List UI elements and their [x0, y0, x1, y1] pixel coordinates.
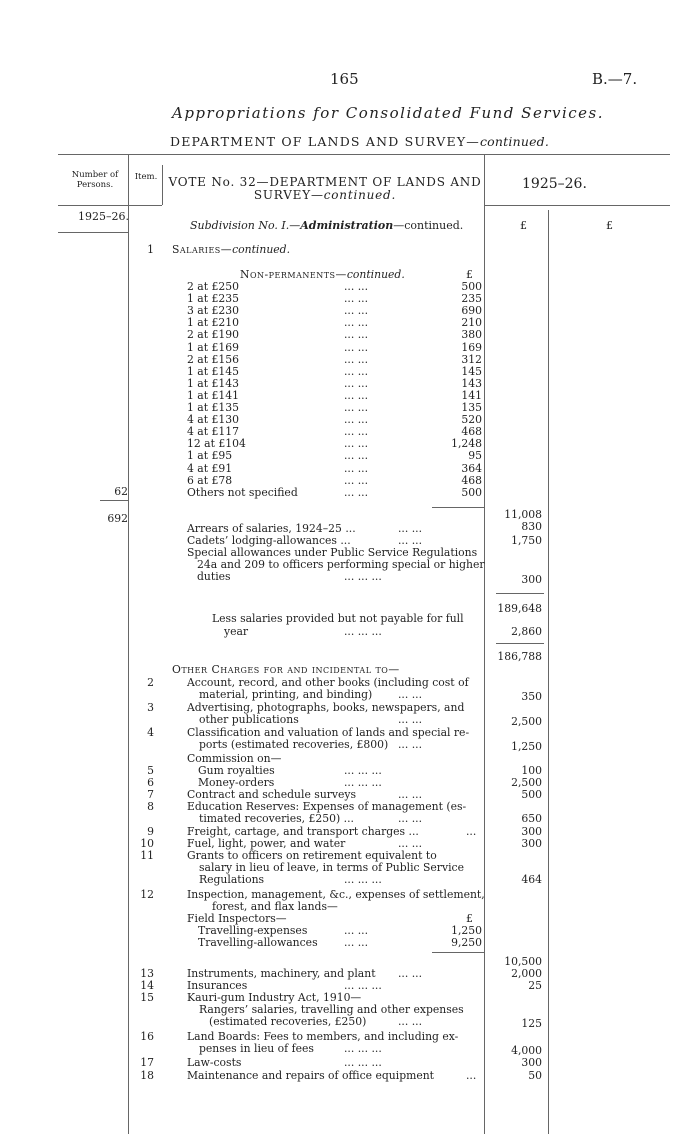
contract-label: Contract and schedule surveys — [187, 788, 357, 801]
page-number: 165 — [330, 70, 359, 88]
item-number: 15 — [140, 991, 154, 1004]
dots: ... ... — [344, 316, 369, 330]
dots: ... ... — [398, 837, 423, 850]
travelling-expenses-label: Travelling-expenses — [198, 924, 308, 937]
item-number: 4 — [147, 726, 154, 739]
travelling-allowances-value: 9,250 — [451, 936, 482, 949]
less-value: 2,860 — [511, 625, 542, 638]
dots: ... ... — [344, 352, 369, 366]
pound-sign-col2: £ — [606, 219, 613, 232]
instruments-label: Instruments, machinery, and plant — [187, 967, 376, 980]
non-permanent-label: 12 at £104 — [187, 437, 246, 451]
education-line-1: Education Reserves: Expenses of management (es- — [187, 800, 467, 813]
non-permanent-value: 235 — [461, 292, 482, 306]
dots: ... ... — [344, 473, 369, 487]
charge-value: 2,500 — [511, 715, 542, 728]
instruments-value: 2,000 — [511, 967, 542, 980]
non-permanent-value: 500 — [461, 485, 482, 499]
item-number: 9 — [147, 825, 154, 838]
item-number: 11 — [140, 849, 154, 862]
dots: ... ... — [344, 388, 369, 402]
dots: ... ... ... — [344, 873, 382, 886]
arrears-value: 830 — [521, 520, 542, 533]
item-number: 18 — [140, 1069, 154, 1082]
cadets-label: Cadets’ lodging-allowances ... — [187, 534, 351, 547]
dots: ... ... — [344, 449, 369, 463]
dots: ... ... — [344, 292, 369, 306]
department-heading: DEPARTMENT OF LANDS AND SURVEY—continued. — [170, 134, 550, 149]
insurances-label: Insurances — [187, 979, 248, 992]
item-number: 13 — [140, 967, 154, 980]
dots: ... ... ... — [344, 1042, 382, 1055]
dots: ... ... — [344, 401, 369, 414]
dots: ... ... ... — [344, 764, 382, 777]
item-header: Item. — [134, 172, 158, 182]
dots: ... ... — [344, 328, 369, 342]
nonperm-total: 11,008 — [504, 508, 542, 521]
grants-line-2: salary in lieu of leave, in terms of Public Service — [199, 861, 464, 874]
other-charges-heading: Other Charges for and incidental to— — [172, 663, 400, 676]
item-number: 10 — [140, 837, 154, 850]
non-permanent-label: 1 at £141 — [187, 388, 239, 402]
law-costs-value: 300 — [521, 1056, 542, 1069]
money-orders-label: Money-orders — [198, 776, 275, 789]
pound-sign: £ — [466, 268, 473, 281]
item-number: 6 — [147, 776, 154, 789]
dots: ... ... — [344, 425, 369, 439]
table-top-rule — [58, 154, 670, 155]
inspection-line-1: Inspection, management, &c., expenses of settlement, — [187, 888, 485, 901]
charge-line: material, printing, and binding) — [199, 688, 373, 701]
grants-line-3: Regulations — [199, 873, 265, 886]
non-permanent-value: 169 — [461, 340, 482, 354]
field-inspectors-label: Field Inspectors— — [187, 912, 287, 925]
fuel-value: 300 — [521, 837, 542, 850]
freight-value: 300 — [521, 825, 542, 838]
item-number: 5 — [147, 764, 154, 777]
dots: ... ... — [398, 534, 423, 547]
item-number: 7 — [147, 788, 154, 801]
persons-column-divider — [128, 154, 129, 1134]
gum-royalties-value: 100 — [521, 764, 542, 777]
fuel-label: Fuel, light, power, and water — [187, 837, 346, 850]
non-permanent-label: 2 at £250 — [187, 280, 239, 293]
less-line-1: Less salaries provided but not payable for full — [212, 612, 464, 625]
land-boards-line-2: penses in lieu of fees — [199, 1042, 314, 1055]
travelling-expenses-value: 1,250 — [451, 924, 482, 937]
non-permanent-value: 135 — [461, 401, 482, 414]
item-number: 12 — [140, 888, 154, 901]
item-number: 3 — [147, 701, 154, 714]
item-number: 14 — [140, 979, 154, 992]
law-costs-label: Law-costs — [187, 1056, 242, 1069]
subtotal-rule — [496, 593, 544, 594]
dots: ... ... — [344, 280, 369, 293]
vote-heading: VOTE No. 32—DEPARTMENT OF LANDS AND SURVEY—continued. — [168, 175, 482, 202]
kauri-line-2: Rangers’ salaries, travelling and other expenses — [199, 1003, 464, 1016]
page-reference: B.—7. — [592, 70, 638, 88]
inspection-total: 10,500 — [504, 955, 542, 968]
year-header: 1925–26. — [522, 176, 587, 192]
special-line-3: duties — [197, 570, 231, 583]
non-permanent-label: 1 at £135 — [187, 401, 239, 414]
kauri-line-3: (estimated recoveries, £250) — [209, 1015, 367, 1028]
dots: ... ... ... — [344, 979, 382, 992]
dots: ... ... — [398, 1015, 423, 1028]
non-permanent-label: Others not specified — [187, 485, 298, 499]
dots: ... ... — [344, 924, 369, 937]
dots: ... — [466, 1069, 477, 1082]
net-rule — [496, 643, 544, 644]
dots: ... ... — [398, 688, 423, 701]
kauri-line-1: Kauri-gum Industry Act, 1910— — [187, 991, 362, 1004]
non-permanent-label: 1 at £235 — [187, 292, 239, 306]
non-permanent-label: 1 at £210 — [187, 316, 239, 330]
insurances-value: 25 — [528, 979, 542, 992]
persons-rule — [100, 500, 128, 501]
money-orders-value: 2,500 — [511, 776, 542, 789]
non-permanent-value: 500 — [461, 280, 482, 293]
non-permanent-value: 141 — [461, 388, 482, 402]
charge-value: 350 — [521, 690, 542, 703]
nonperm-sum-rule — [432, 507, 484, 508]
gum-royalties-label: Gum royalties — [198, 764, 275, 777]
dots: ... ... — [398, 788, 423, 801]
maintenance-value: 50 — [528, 1069, 542, 1082]
non-permanent-value: 143 — [461, 376, 482, 390]
dots: ... ... — [344, 485, 369, 499]
item-number: 1 — [147, 243, 154, 256]
subtotal-value: 189,648 — [497, 602, 542, 615]
item-number: 8 — [147, 800, 154, 813]
left-header-rule — [58, 205, 162, 206]
non-permanent-label: 1 at £95 — [187, 449, 233, 463]
item-column-divider — [162, 165, 163, 205]
non-permanent-label: 1 at £145 — [187, 364, 239, 378]
non-permanent-value: 210 — [461, 316, 482, 330]
dots: ... ... ... — [344, 776, 382, 789]
less-line-2: year — [224, 625, 249, 638]
pound-sign-col1: £ — [520, 219, 527, 232]
right-header-rule — [484, 205, 670, 206]
land-boards-value: 4,000 — [511, 1044, 542, 1057]
non-permanent-value: 312 — [461, 352, 482, 366]
non-permanent-label: 1 at £169 — [187, 340, 239, 354]
persons-total: 692 — [107, 512, 128, 525]
page-title: Appropriations for Consolidated Fund Services. — [172, 104, 605, 122]
non-permanent-value: 468 — [461, 473, 482, 487]
dots: ... ... — [344, 340, 369, 354]
non-permanent-value: 690 — [461, 304, 482, 318]
dots: ... ... — [398, 522, 423, 535]
dots: ... ... — [344, 364, 369, 378]
commission-heading: Commission on— — [187, 752, 282, 765]
non-permanent-label: 1 at £143 — [187, 376, 239, 390]
persons-count: 62 — [114, 485, 128, 498]
education-line-2: timated recoveries, £250) ... — [199, 812, 354, 825]
number-of-persons-header: Number of Persons. — [71, 170, 119, 190]
item-number: 16 — [140, 1030, 154, 1043]
dots: ... ... ... — [344, 625, 382, 638]
dots: ... ... — [344, 304, 369, 318]
non-permanent-label: 2 at £156 — [187, 352, 239, 366]
dots: ... ... — [344, 376, 369, 390]
non-permanent-value: 520 — [461, 413, 482, 427]
dots: ... ... — [344, 936, 369, 949]
non-permanent-value: 145 — [461, 364, 482, 378]
maintenance-label: Maintenance and repairs of office equipment — [187, 1069, 435, 1082]
inspection-sum-rule — [432, 952, 484, 953]
non-permanent-value: 95 — [468, 449, 482, 463]
grants-value: 464 — [521, 873, 542, 886]
non-permanent-value: 364 — [461, 461, 482, 475]
non-permanents-heading: Non-permanents—continued. — [240, 268, 405, 281]
net-value: 186,788 — [497, 650, 542, 663]
dots: ... ... — [344, 461, 369, 475]
dots: ... ... — [398, 713, 423, 726]
travelling-allowances-label: Travelling-allowances — [198, 936, 318, 949]
salaries-heading: Salaries—continued. — [172, 243, 291, 256]
non-permanent-label: 4 at £117 — [187, 425, 239, 439]
non-permanent-label: 4 at £91 — [187, 461, 233, 475]
charge-line: Account, record, and other books (including cost of — [187, 676, 469, 689]
dots: ... — [466, 825, 477, 838]
dots: ... ... — [398, 967, 423, 980]
charge-line: Advertising, photographs, books, newspapers, and — [187, 701, 465, 714]
special-line-1: Special allowances under Public Service Regulations — [187, 546, 478, 559]
non-permanent-label: 6 at £78 — [187, 473, 233, 487]
non-permanent-label: 2 at £190 — [187, 328, 239, 342]
freight-label: Freight, cartage, and transport charges ... — [187, 825, 419, 838]
amount-inner-divider — [548, 210, 549, 1134]
charge-line: other publications — [199, 713, 299, 726]
dots: ... ... ... — [344, 570, 382, 583]
contract-value: 500 — [521, 788, 542, 801]
dots: ... ... — [344, 413, 369, 427]
dots: ... ... — [398, 738, 423, 751]
non-permanent-value: 380 — [461, 328, 482, 342]
grants-line-1: Grants to officers on retirement equivalent to — [187, 849, 437, 862]
arrears-label: Arrears of salaries, 1924–25 ... — [187, 522, 356, 535]
non-permanent-value: 1,248 — [451, 437, 482, 451]
land-boards-line-1: Land Boards: Fees to members, and including ex- — [187, 1030, 459, 1043]
non-permanent-value: 468 — [461, 425, 482, 439]
pound-sign: £ — [466, 912, 473, 925]
dots: ... ... — [344, 437, 369, 451]
special-value: 300 — [521, 573, 542, 586]
dots: ... ... — [398, 812, 423, 825]
charge-line: Classification and valuation of lands and special re- — [187, 726, 470, 739]
dots: ... ... ... — [344, 1056, 382, 1069]
persons-year: 1925–26. — [78, 210, 129, 223]
inspection-line-2: forest, and flax lands— — [212, 900, 338, 913]
charge-value: 1,250 — [511, 740, 542, 753]
special-line-2: 24a and 209 to officers performing special or higher — [197, 558, 485, 571]
subdivision-heading: Subdivision No. I.—Administration—continued. — [190, 219, 464, 232]
cadets-value: 1,750 — [511, 534, 542, 547]
year-rule — [58, 232, 128, 233]
item-number: 17 — [140, 1056, 154, 1069]
education-value: 650 — [521, 812, 542, 825]
item-number: 2 — [147, 676, 154, 689]
kauri-value: 125 — [521, 1017, 542, 1030]
non-permanent-label: 3 at £230 — [187, 304, 239, 318]
charge-line: ports (estimated recoveries, £800) — [199, 738, 389, 751]
non-permanent-label: 4 at £130 — [187, 413, 239, 427]
